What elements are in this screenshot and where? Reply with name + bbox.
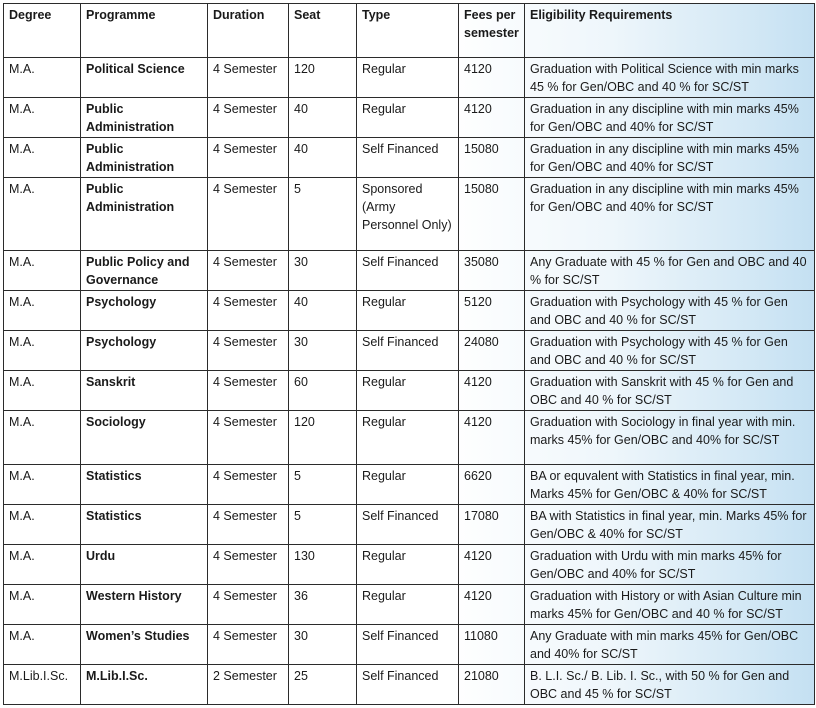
cell-fees: 11080 bbox=[459, 625, 525, 665]
cell-type: Regular bbox=[357, 291, 459, 331]
cell-fees: 21080 bbox=[459, 665, 525, 705]
cell-programme: Public Administration bbox=[81, 178, 208, 251]
cell-programme: Psychology bbox=[81, 291, 208, 331]
cell-duration: 4 Semester bbox=[208, 371, 289, 411]
cell-type: Regular bbox=[357, 585, 459, 625]
cell-eligibility: BA or equvalent with Statistics in final year, min. Marks 45% for Gen/OBC & 40% for SC/ST bbox=[525, 465, 815, 505]
cell-degree: M.A. bbox=[4, 411, 81, 465]
cell-eligibility: Graduation with Sanskrit with 45 % for Gen and OBC and 40 % for SC/ST bbox=[525, 371, 815, 411]
cell-seat: 30 bbox=[289, 251, 357, 291]
cell-degree: M.A. bbox=[4, 545, 81, 585]
cell-seat: 36 bbox=[289, 585, 357, 625]
cell-type: Regular bbox=[357, 371, 459, 411]
table-row bbox=[4, 625, 815, 665]
cell-eligibility: Graduation in any discipline with min marks 45% for Gen/OBC and 40% for SC/ST bbox=[525, 178, 815, 251]
table-header-row bbox=[4, 4, 815, 58]
table-row bbox=[4, 138, 815, 178]
cell-seat: 25 bbox=[289, 665, 357, 705]
cell-eligibility: B. L.I. Sc./ B. Lib. I. Sc., with 50 % for Gen and OBC and 45 % for SC/ST bbox=[525, 665, 815, 705]
cell-type: Self Financed bbox=[357, 505, 459, 545]
cell-fees: 4120 bbox=[459, 585, 525, 625]
cell-duration: 4 Semester bbox=[208, 98, 289, 138]
cell-duration: 4 Semester bbox=[208, 291, 289, 331]
cell-seat: 5 bbox=[289, 178, 357, 251]
cell-degree: M.A. bbox=[4, 625, 81, 665]
cell-fees: 35080 bbox=[459, 251, 525, 291]
cell-duration: 2 Semester bbox=[208, 665, 289, 705]
cell-eligibility: BA with Statistics in final year, min. Marks 45% for Gen/OBC & 40% for SC/ST bbox=[525, 505, 815, 545]
cell-fees: 24080 bbox=[459, 331, 525, 371]
cell-programme: Sanskrit bbox=[81, 371, 208, 411]
table-row bbox=[4, 585, 815, 625]
cell-programme: Public Administration bbox=[81, 138, 208, 178]
cell-type: Self Financed bbox=[357, 331, 459, 371]
header-degree: Degree bbox=[4, 4, 81, 58]
cell-seat: 120 bbox=[289, 58, 357, 98]
cell-seat: 30 bbox=[289, 625, 357, 665]
cell-duration: 4 Semester bbox=[208, 411, 289, 465]
header-seat: Seat bbox=[289, 4, 357, 58]
cell-fees: 4120 bbox=[459, 411, 525, 465]
header-type: Type bbox=[357, 4, 459, 58]
cell-type: Self Financed bbox=[357, 625, 459, 665]
cell-seat: 5 bbox=[289, 505, 357, 545]
cell-seat: 120 bbox=[289, 411, 357, 465]
table-row bbox=[4, 98, 815, 138]
header-programme: Programme bbox=[81, 4, 208, 58]
cell-programme: Public Policy and Governance bbox=[81, 251, 208, 291]
cell-eligibility: Graduation in any discipline with min marks 45% for Gen/OBC and 40% for SC/ST bbox=[525, 138, 815, 178]
table-row bbox=[4, 371, 815, 411]
table-row bbox=[4, 291, 815, 331]
cell-type: Self Financed bbox=[357, 138, 459, 178]
cell-programme: Statistics bbox=[81, 465, 208, 505]
cell-degree: M.A. bbox=[4, 58, 81, 98]
cell-eligibility: Graduation with Psychology with 45 % for Gen and OBC and 40 % for SC/ST bbox=[525, 291, 815, 331]
cell-degree: M.A. bbox=[4, 371, 81, 411]
cell-fees: 15080 bbox=[459, 178, 525, 251]
cell-degree: M.A. bbox=[4, 291, 81, 331]
cell-duration: 4 Semester bbox=[208, 625, 289, 665]
cell-fees: 4120 bbox=[459, 98, 525, 138]
cell-seat: 40 bbox=[289, 291, 357, 331]
cell-type: Sponsored (Army Personnel Only) bbox=[357, 178, 459, 251]
cell-programme: Public Administration bbox=[81, 98, 208, 138]
cell-seat: 5 bbox=[289, 465, 357, 505]
cell-type: Regular bbox=[357, 465, 459, 505]
cell-type: Regular bbox=[357, 545, 459, 585]
cell-eligibility: Graduation with Political Science with min marks 45 % for Gen/OBC and 40 % for SC/ST bbox=[525, 58, 815, 98]
cell-type: Regular bbox=[357, 411, 459, 465]
cell-duration: 4 Semester bbox=[208, 545, 289, 585]
cell-eligibility: Graduation with History or with Asian Culture min marks 45% for Gen/OBC and 40 % for SC/ST bbox=[525, 585, 815, 625]
cell-degree: M.A. bbox=[4, 98, 81, 138]
cell-duration: 4 Semester bbox=[208, 505, 289, 545]
cell-programme: Statistics bbox=[81, 505, 208, 545]
cell-programme: Urdu bbox=[81, 545, 208, 585]
cell-eligibility: Any Graduate with 45 % for Gen and OBC and 40 % for SC/ST bbox=[525, 251, 815, 291]
header-eligibility: Eligibility Requirements bbox=[525, 4, 815, 58]
cell-eligibility: Graduation with Sociology in final year with min. marks 45% for Gen/OBC and 40% for SC/ST bbox=[525, 411, 815, 465]
cell-fees: 17080 bbox=[459, 505, 525, 545]
cell-type: Regular bbox=[357, 98, 459, 138]
header-duration: Duration bbox=[208, 4, 289, 58]
cell-fees: 5120 bbox=[459, 291, 525, 331]
cell-type: Self Financed bbox=[357, 665, 459, 705]
cell-eligibility: Graduation with Urdu with min marks 45% for Gen/OBC and 40% for SC/ST bbox=[525, 545, 815, 585]
cell-degree: M.A. bbox=[4, 178, 81, 251]
cell-seat: 40 bbox=[289, 138, 357, 178]
cell-fees: 4120 bbox=[459, 545, 525, 585]
cell-seat: 60 bbox=[289, 371, 357, 411]
programme-table bbox=[3, 3, 815, 705]
cell-duration: 4 Semester bbox=[208, 585, 289, 625]
cell-programme: Political Science bbox=[81, 58, 208, 98]
cell-seat: 30 bbox=[289, 331, 357, 371]
cell-fees: 4120 bbox=[459, 371, 525, 411]
header-fees: Fees per semester bbox=[459, 4, 525, 58]
cell-seat: 40 bbox=[289, 98, 357, 138]
cell-programme: M.Lib.I.Sc. bbox=[81, 665, 208, 705]
cell-type: Self Financed bbox=[357, 251, 459, 291]
cell-eligibility: Graduation with Psychology with 45 % for Gen and OBC and 40 % for SC/ST bbox=[525, 331, 815, 371]
cell-degree: M.A. bbox=[4, 585, 81, 625]
cell-fees: 15080 bbox=[459, 138, 525, 178]
cell-degree: M.A. bbox=[4, 465, 81, 505]
table-row bbox=[4, 465, 815, 505]
cell-programme: Sociology bbox=[81, 411, 208, 465]
cell-degree: M.Lib.I.Sc. bbox=[4, 665, 81, 705]
cell-eligibility: Graduation in any discipline with min marks 45% for Gen/OBC and 40% for SC/ST bbox=[525, 98, 815, 138]
cell-eligibility: Any Graduate with min marks 45% for Gen/OBC and 40% for SC/ST bbox=[525, 625, 815, 665]
cell-programme: Women’s Studies bbox=[81, 625, 208, 665]
table-row bbox=[4, 545, 815, 585]
cell-degree: M.A. bbox=[4, 505, 81, 545]
programme-table-container bbox=[3, 3, 814, 705]
cell-type: Regular bbox=[357, 58, 459, 98]
cell-degree: M.A. bbox=[4, 331, 81, 371]
table-row bbox=[4, 665, 815, 705]
cell-duration: 4 Semester bbox=[208, 138, 289, 178]
cell-duration: 4 Semester bbox=[208, 331, 289, 371]
cell-degree: M.A. bbox=[4, 251, 81, 291]
cell-duration: 4 Semester bbox=[208, 58, 289, 98]
cell-fees: 6620 bbox=[459, 465, 525, 505]
cell-programme: Psychology bbox=[81, 331, 208, 371]
table-row bbox=[4, 178, 815, 251]
table-row bbox=[4, 58, 815, 98]
cell-programme: Western History bbox=[81, 585, 208, 625]
cell-duration: 4 Semester bbox=[208, 178, 289, 251]
cell-degree: M.A. bbox=[4, 138, 81, 178]
table-row bbox=[4, 251, 815, 291]
cell-seat: 130 bbox=[289, 545, 357, 585]
table-row bbox=[4, 505, 815, 545]
cell-fees: 4120 bbox=[459, 58, 525, 98]
cell-duration: 4 Semester bbox=[208, 465, 289, 505]
cell-duration: 4 Semester bbox=[208, 251, 289, 291]
table-row bbox=[4, 331, 815, 371]
table-row bbox=[4, 411, 815, 465]
